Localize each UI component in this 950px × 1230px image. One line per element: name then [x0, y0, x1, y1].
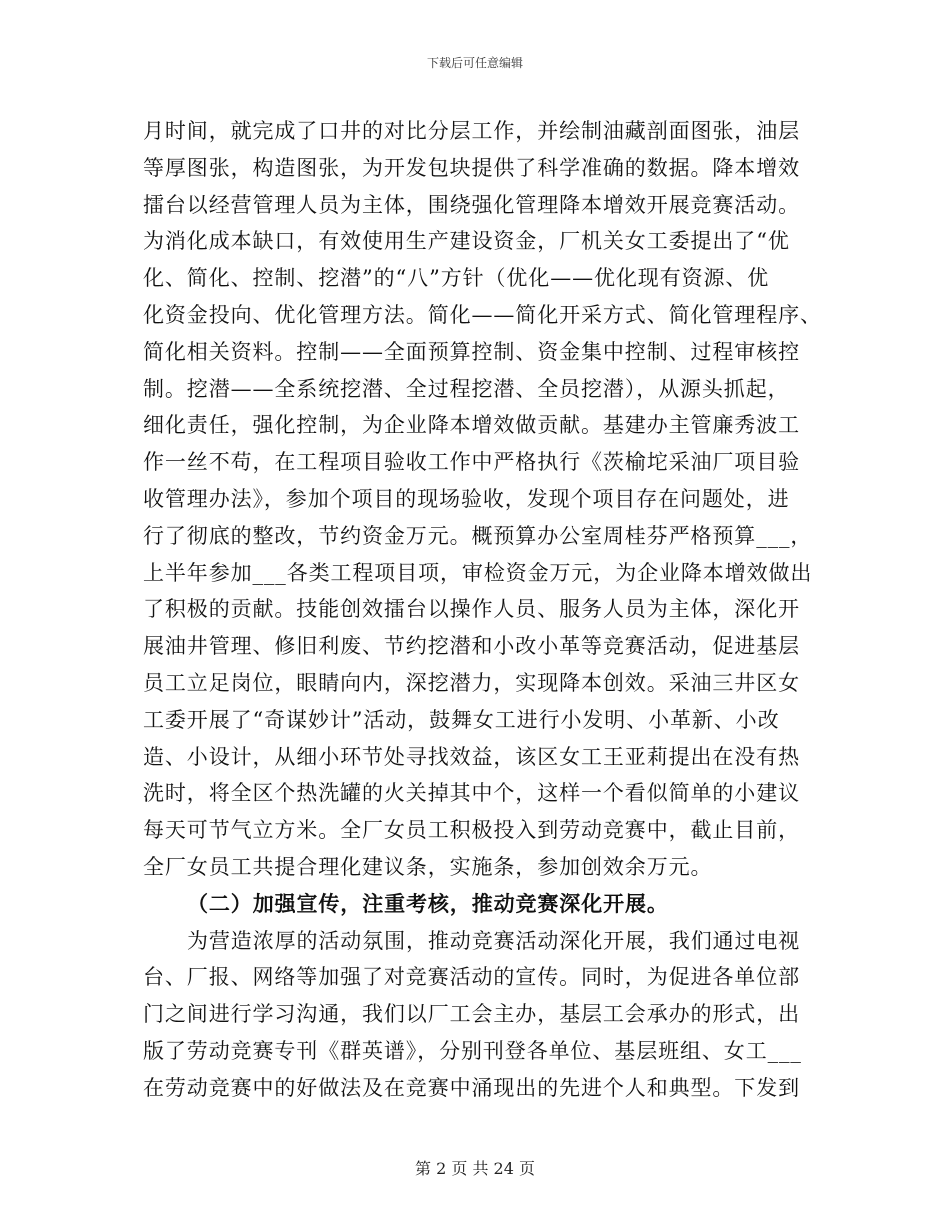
text-line: 每天可节气立方米。全厂女员工积极投入到劳动竞赛中，截止目前，: [143, 818, 800, 843]
text-line: 简化相关资料。控制——全面预算控制、资金集中控制、过程审核控: [143, 339, 800, 364]
text-line: 上半年参加___各类工程项目项，审检资金万元，为企业降本增效做出: [143, 560, 813, 585]
text-line: 制。挖潜——全系统挖潜、全过程挖潜、全员挖潜），从源头抓起，: [143, 376, 790, 401]
text-line: 洗时，将全区个热洗罐的火关掉其中个，这样一个看似简单的小建议: [143, 781, 800, 806]
text-line: 在劳动竞赛中的好做法及在竞赛中涌现出的先进个人和典型。下发到: [143, 1075, 800, 1100]
text-line: 擂台以经营管理人员为主体，围绕强化管理降本增效开展竞赛活动。: [143, 192, 800, 217]
text-line: 收管理办法》，参加个项目的现场验收，发现个项目存在问题处，进: [143, 486, 790, 511]
text-line: 版了劳动竞赛专刊《群英谱》，分别刊登各单位、基层班组、女工___: [143, 1038, 802, 1063]
document-body: [143, 113, 822, 1107]
text-line: 月时间，就完成了口井的对比分层工作，并绘制油藏剖面图张，油层: [143, 119, 800, 143]
text-line: 化、简化、控制、挖潜”的“八”方针（优化——优化现有资源、优: [143, 266, 770, 291]
text-line: 为营造浓厚的活动氛围，推动竞赛活动深化开展，我们通过电视: [187, 928, 801, 953]
text-line: 了积极的贡献。技能创效擂台以操作人员、服务人员为主体，深化开: [143, 597, 800, 622]
page-header: 下载后可任意编辑: [426, 56, 523, 70]
text-line: 造、小设计，从细小环节处寻找效益，该区女工王亚莉提出在没有热: [143, 744, 800, 769]
text-line: 门之间进行学习沟通，我们以厂工会主办，基层工会承办的形式，出: [143, 1002, 800, 1027]
text-line: 行了彻底的整改，节约资金万元。概预算办公室周桂芬严格预算___，: [143, 523, 813, 548]
text-line: 员工立足岗位，眼睛向内，深挖潜力，实现降本创效。采油三井区女: [143, 670, 800, 695]
page-footer: 第 2 页 共 24 页: [415, 1159, 535, 1178]
text-line: 台、厂报、网络等加强了对竞赛活动的宣传。同时，为促进各单位部: [143, 965, 800, 990]
text-line: 工委开展了“奇谋妙计”活动，鼓舞女工进行小发明、小革新、小改: [143, 707, 780, 732]
text-line: 细化责任，强化控制，为企业降本增效做贡献。基建办主管廉秀波工: [143, 413, 800, 438]
text-line: 全厂女员工共提合理化建议条，实施条，参加创效余万元。: [143, 854, 713, 879]
text-line: 化资金投向、优化管理方法。简化——简化开采方式、简化管理程序、: [143, 302, 822, 327]
text-line: 等厚图张，构造图张，为开发包块提供了科学准确的数据。降本增效: [143, 155, 800, 180]
text-line: 展油井管理、修旧利废、节约挖潜和小改小革等竞赛活动，促进基层: [143, 634, 800, 659]
text-line: 为消化成本缺口，有效使用生产建设资金，厂机关女工委提出了“优: [143, 229, 790, 254]
section-heading: （二）加强宣传，注重考核，推动竞赛深化开展。: [187, 890, 669, 916]
text-line: 作一丝不苟，在工程项目验收工作中严格执行《茨榆坨采油厂项目验: [143, 450, 800, 475]
